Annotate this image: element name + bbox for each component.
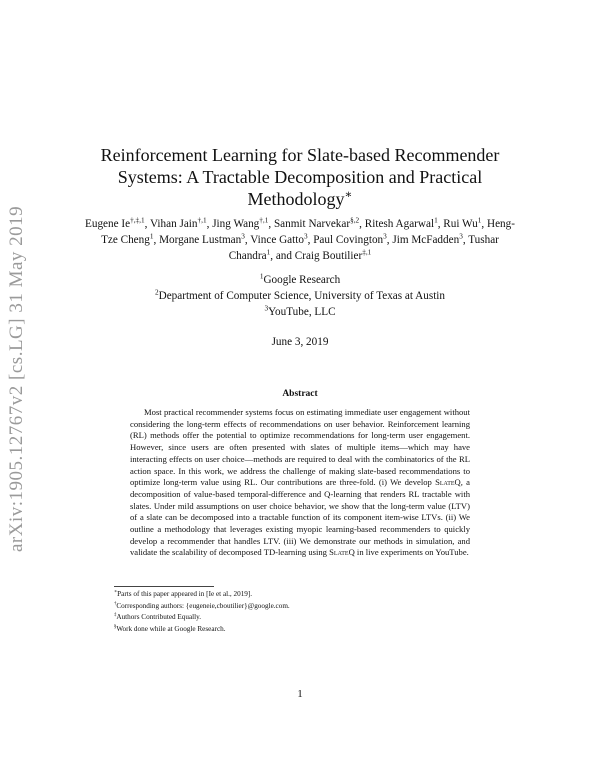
abstract-body: Most practical recommender systems focus on estimating immediate user engagement without considering the long-term effects of recommendations on user behavior. Reinforcement learning (RL) methods offer the potential to optimize recommendations for long-term user engagement. However, since users are often presented with slates of multiple items—which may have interacting effects on user choice—methods are required to deal with the combinatorics of the RL action space. In this work, we address the challenge of making slate-based recommendations to optimize long-term value using RL. Our contributions are three-fold. (i) We develop SlateQ, a decomposition of value-based temporal-difference and Q-learning that renders RL tractable with slates. Under mild assumptions on user choice behavior, we show that the long-term value (LTV) of a slate can be decomposed into a tractable function of its component item-wise LTVs. (ii) We outline a methodology that leverages existing myopic learning-based recommenders to quickly develop a recommender that handles LTV. (iii) We demonstrate our methods in simulation, and validate the scalability of decomposed TD-learning using SlateQ in live experiments on YouTube. [130, 407, 470, 558]
author: Tushar Chandra$^1$ [228, 234, 499, 262]
title-text: Reinforcement Learning for Slate-based Recommender Systems: A Tractable Decomposition and Practical Methodology [100, 145, 500, 209]
page-number: 1 [297, 688, 303, 700]
footnotes [114, 589, 514, 635]
author: Morgane Lustman$^3$ [159, 232, 245, 246]
footnote: †Corresponding authors: {eugeneie,cboutilier}@google.com. [114, 601, 290, 610]
affiliation: $^1$Google Research [259, 272, 341, 286]
affiliation: $^2$Department of Computer Science, University of Texas at Austin [154, 288, 446, 302]
author: Rui Wu$^1$ [443, 216, 482, 230]
author: Ritesh Agarwal$^1$ [364, 216, 438, 230]
footnote: ‡Authors Contributed Equally. [114, 612, 202, 621]
affiliation: $^3$YouTube, LLC [264, 304, 336, 318]
footnote: §Work done while at Google Research. [114, 624, 226, 633]
method-name: SlateQ [329, 547, 355, 558]
author: Paul Covington$^3$ [313, 232, 387, 246]
author: Craig Boutilier$^{\ddagger,1}$ [294, 248, 372, 262]
method-name: SlateQ [435, 477, 461, 488]
author: Sanmit Narvekar$^{\S,2}$ [273, 216, 360, 230]
abstract-heading: Abstract [282, 389, 318, 399]
author: Jim McFadden$^3$ [392, 232, 463, 246]
arxiv-identifier: arXiv:1905.12767v2 [cs.LG] 31 May 2019 [6, 205, 27, 552]
paper-title [100, 144, 500, 210]
author: Eugene $Ie^{\dagger,\ddagger,1}$ [85, 216, 145, 230]
affiliations [80, 272, 520, 320]
title-footnote-mark: ∗ [344, 188, 353, 201]
author-list: Eugene $Ie^{\dagger,\ddagger,1}$, Vihan Jain$^{\dagger,1}$, Jing Wang$^{\dagger,1}$, Sanmit Narvekar$^{\S,2}$, Ritesh Agarwal$^1$, Rui Wu$^1$, Heng-Tze Cheng$^1$, Morgane Lustman$^3$, Vince Gatto$^3$, Paul Covington$^3$, Jim McFadden$^3$, Tushar Chandra$^1$, and Craig Boutilier$^{\ddagger,1}$ [85, 216, 515, 262]
publication-date: June 3, 2019 [271, 336, 329, 348]
author: Vince Gatto$^3$ [250, 232, 308, 246]
author: Jing Wang$^{\dagger,1}$ [212, 216, 269, 230]
author: Heng-Tze Cheng$^1$ [101, 218, 515, 246]
footnote-rule [114, 586, 214, 587]
author: Vihan Jain$^{\dagger,1}$ [150, 216, 207, 230]
footnote: ∗Parts of this paper appeared in [Ie et al., 2019]. [114, 589, 253, 598]
